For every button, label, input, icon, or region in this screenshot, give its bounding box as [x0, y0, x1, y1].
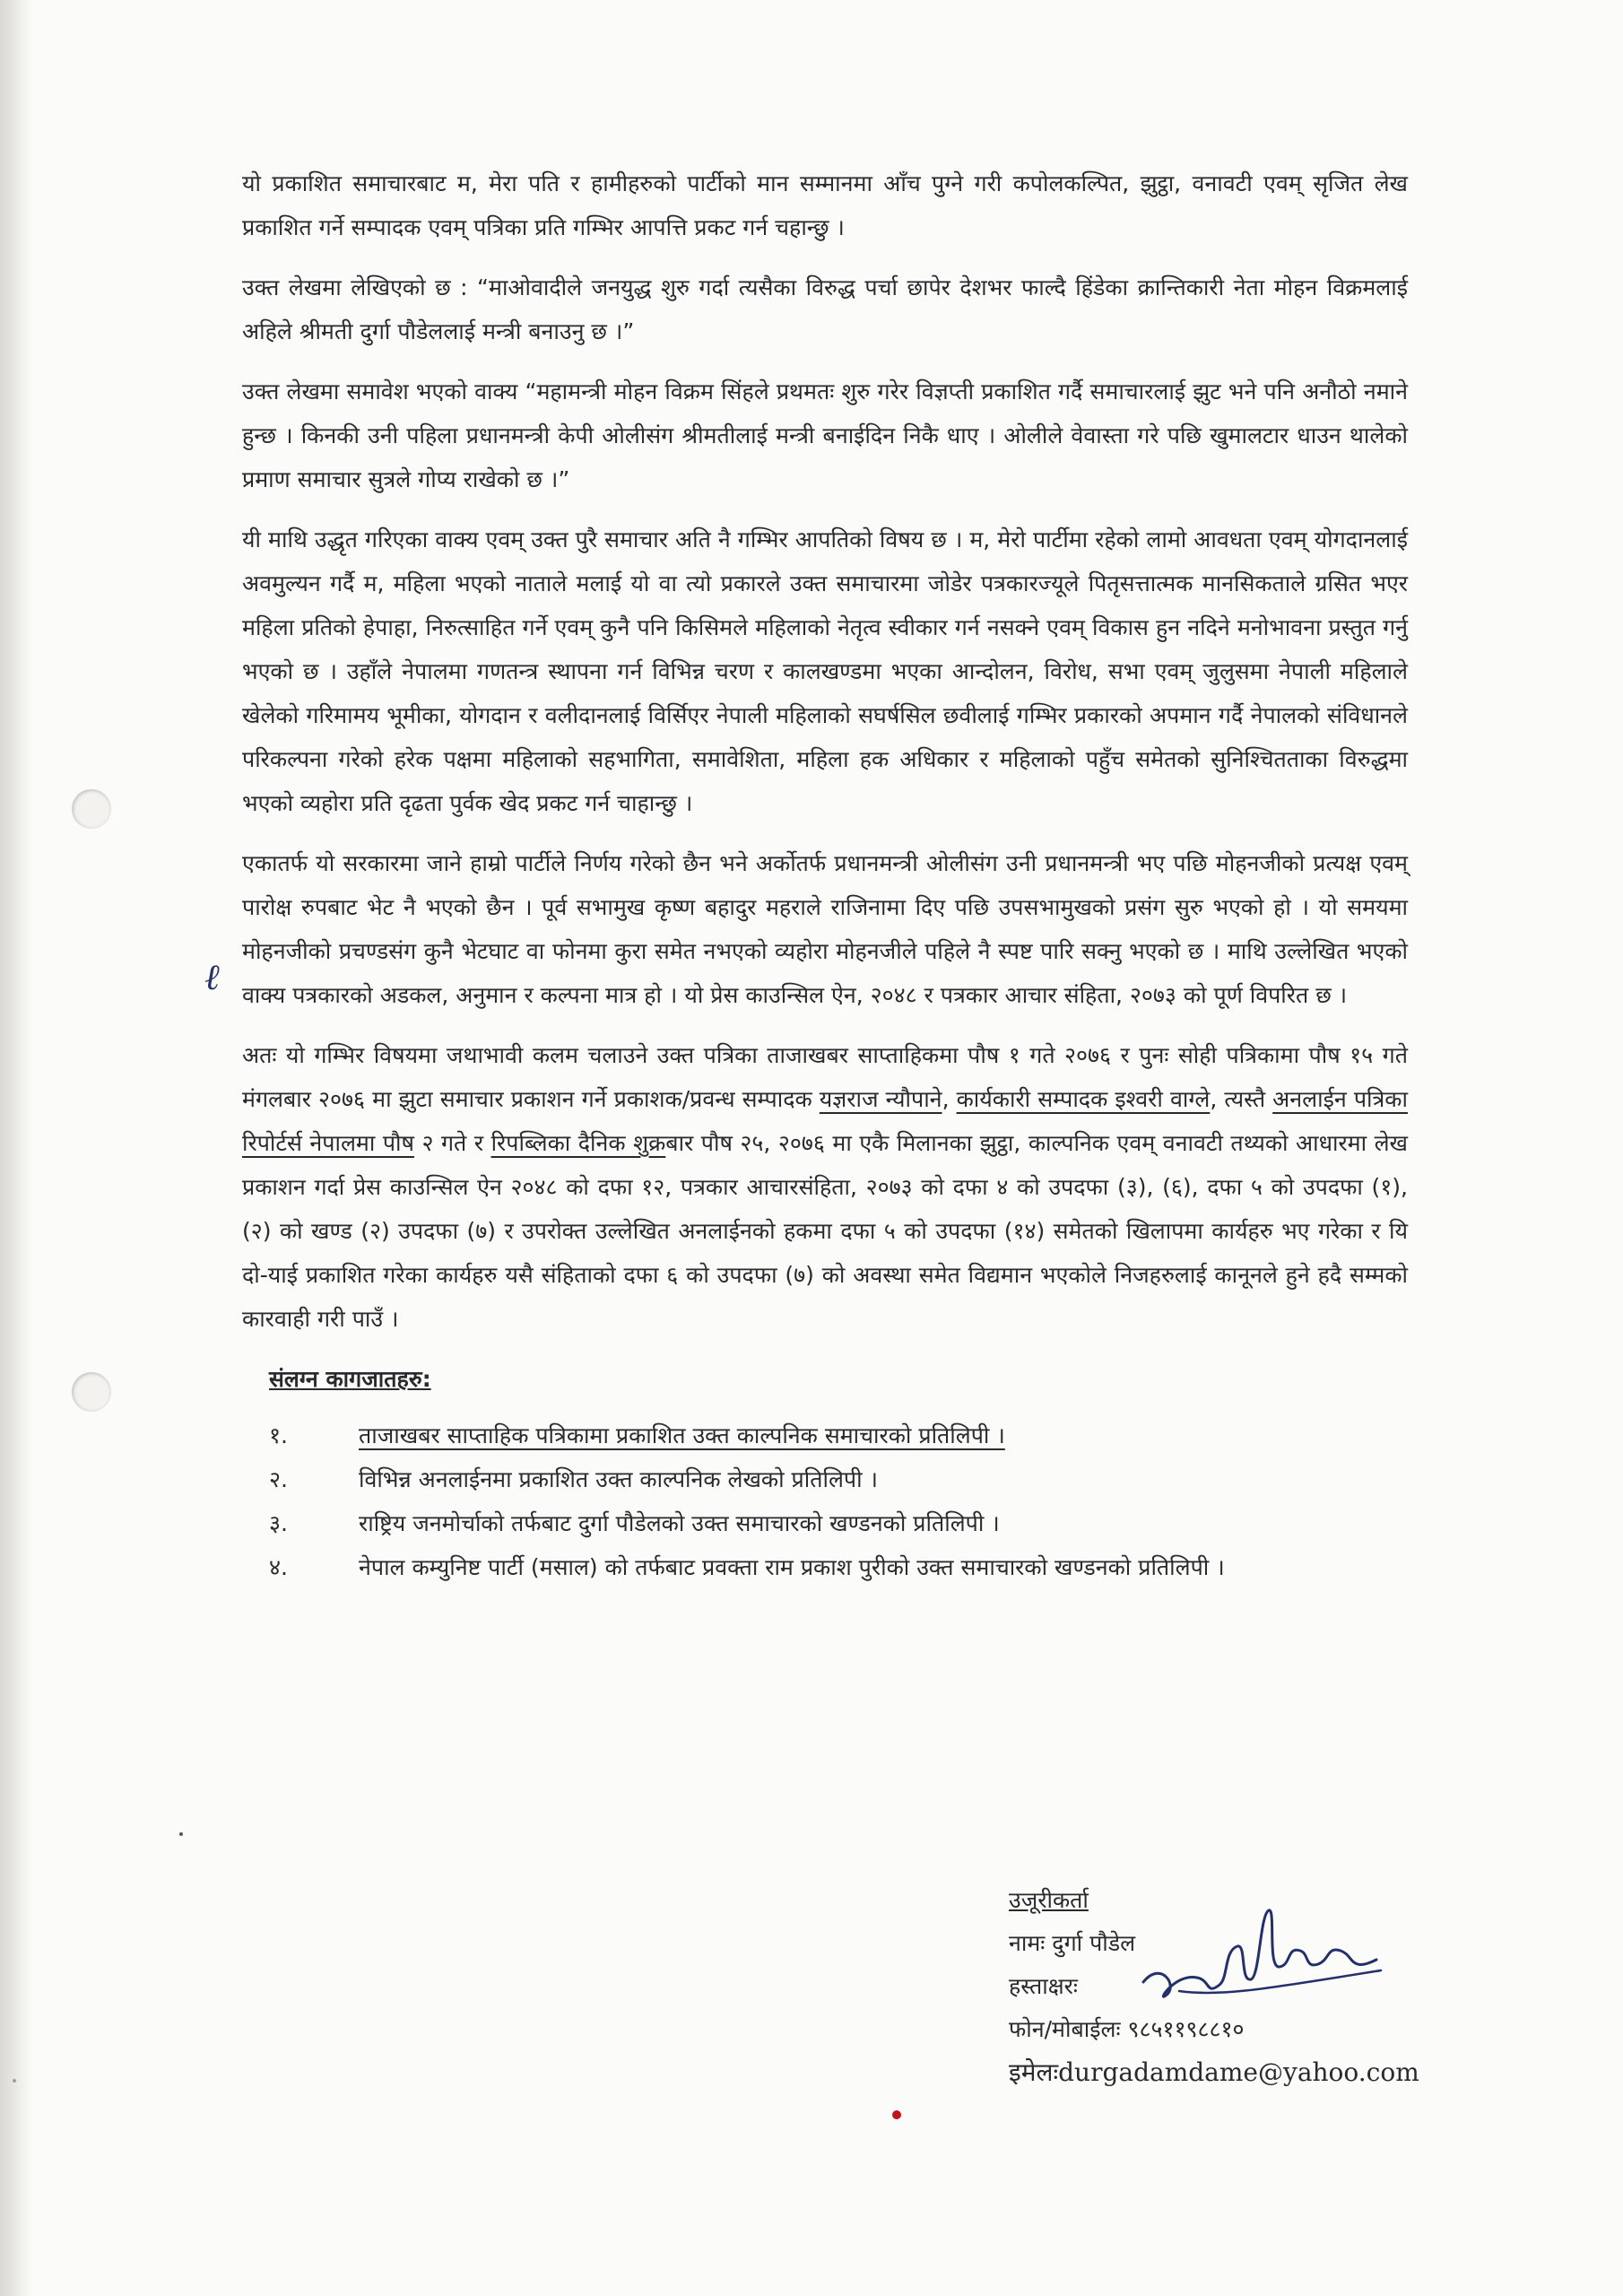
red-ink-dot — [892, 2110, 901, 2119]
underlined-name-3: अनलाईन पत्रिका रिपोर्टर्स नेपालमा पौष — [242, 1086, 1408, 1156]
complainant-phone: फोन/मोबाईलः ९८५११९८८१० — [1009, 2016, 1245, 2042]
attachment-item — [242, 1457, 1408, 1501]
underlined-name-4: रिपब्लिका दैनिक शुक्र — [490, 1130, 666, 1156]
paragraph-5: एकातर्फ यो सरकारमा जाने हाम्रो पार्टीले निर्णय गरेको छैन भने अर्कोतर्फ प्रधानमन्त्री ओलीसंग उनी प्रधानमन्त्री भए पछि मोहनजीको प्रत्यक्ष एवम् पारोक्ष रुपबाट भेट नै भएको छैन । पूर्व सभामुख कृष्ण बहादुर महराले राजिनामा दिए पछि उपसभामुखको प्रसंग सुरु भएको हो । यो समयमा मोहनजीको प्रचण्डसंग कुनै भेटघाट वा फोनमा कुरा समेत नभएको व्यहोरा मोहनजीले पहिले नै स्पष्ट पारि सक्नु भएको छ । माथि उल्लेखित भएको वाक्य पत्रकारको अडकल, अनुमान र कल्पना मात्र हो । यो प्रेस काउन्सिल ऐन, २०४८ र पत्रकार आचार संहिता, २०७३ को पूर्ण विपरित छ । — [242, 850, 1408, 1008]
request-text-3: , त्यस्तै — [1210, 1086, 1273, 1112]
ink-speck — [179, 1832, 183, 1836]
attachment-text: राष्ट्रिय जनमोर्चाको तर्फबाट दुर्गा पौडेलको उक्त समाचारको खण्डनको प्रतिलिपी । — [359, 1510, 1000, 1536]
paragraph-2: उक्त लेखमा लेखिएको छ : “माओवादीले जनयुद्ध शुरु गर्दा त्यसैका विरुद्ध पर्चा छापेर देशभर फाल्दै हिंडेका क्रान्तिकारी नेता मोहन विक्रमलाई अहिले श्रीमती दुर्गा पौडेललाई मन्त्री बनाउनु छ ।” — [242, 274, 1408, 344]
signature-label: हस्ताक्षरः — [1009, 1973, 1078, 1999]
request-text-2: , — [942, 1086, 957, 1112]
punch-hole-top — [72, 789, 111, 829]
handwritten-signature — [1125, 1897, 1394, 2022]
attachments-heading: संलग्न कागजातहरु: — [269, 1366, 431, 1392]
paragraph-1: यो प्रकाशित समाचारबाट म, मेरा पति र हामीहरुको पार्टीको मान सम्मानमा आँच पुग्ने गरी कपोलकल्पित, झुट्ठा, वनावटी एवम् सृजित लेख प्रकाशित गर्ने सम्पादक एवम् पत्रिका प्रति गम्भिर आपत्ति प्रकट गर्न चहान्छु । — [242, 170, 1408, 240]
ink-speck — [13, 2079, 16, 2083]
attachment-text: विभिन्न अनलाईनमा प्रकाशित उक्त काल्पनिक लेखको प्रतिलिपी । — [359, 1466, 879, 1492]
complainant-name: नामः दुर्गा पौडेल — [1009, 1930, 1136, 1956]
attachment-number: २. — [269, 1466, 288, 1492]
paragraph-6 — [242, 1033, 1408, 1341]
attachment-number: ३. — [269, 1510, 288, 1536]
request-text-4: २ गते र — [413, 1130, 491, 1156]
request-text-5: बार पौष २५, २०७६ मा एकै मिलानका झुट्ठा, काल्पनिक एवम् वनावटी तथ्यको आधारमा लेख प्रकाशन गर्दा प्रेस काउन्सिल ऐन २०४८ को दफा १२, पत्रकार आचारसंहिता, २०७३ को दफा ४ को उपदफा (३), (६), दफा ५ को उपदफा (१), (२) को खण्ड (२) उपदफा (७) र उपरोक्त उल्लेखित अनलाईनको हकमा दफा ५ को उपदफा (१४) समेतको खिलापमा कार्यहरु भए गरेका र यि दो-याई प्रकाशित गरेका कार्यहरु यसै संहिताको दफा ६ को उपदफा (७) को अवस्था समेत विद्यमान भएकोले निजहरुलाई कानूनले हुने हदै सम्मको कारवाही गरी पाउँ । — [242, 1130, 1408, 1332]
letter-body — [242, 161, 1408, 1589]
attachment-text: नेपाल कम्युनिष्ट पार्टी (मसाल) को तर्फबाट प्रवक्ता राम प्रकाश पुरीको उक्त समाचारको खण्डनको प्रतिलिपी । — [359, 1554, 1225, 1580]
punch-hole-bottom — [72, 1372, 111, 1412]
complainant-email: इमेलःdurgadamdame@yahoo.com — [1009, 2057, 1419, 2087]
attachment-text: ताजाखबर साप्ताहिक पत्रिकामा प्रकाशित उक्त काल्पनिक समाचारको प्रतिलिपी । — [359, 1422, 1005, 1448]
attachment-item — [242, 1545, 1408, 1589]
paragraph-4: यी माथि उद्धृत गरिएका वाक्य एवम् उक्त पुरै समाचार अति नै गम्भिर आपतिको विषय छ । म, मेरो पार्टीमा रहेको लामो आवधता एवम् योगदानलाई अवमुल्यन गर्दै म, महिला भएको नाताले मलाई यो वा त्यो प्रकारले उक्त समाचारमा जोडेर पत्रकारज्यूले पितृसत्तात्मक मानसिकताले ग्रसित भएर महिला प्रतिको हेपाहा, निरुत्साहित गर्ने एवम् कुनै पनि किसिमले महिलाको नेतृत्व स्वीकार गर्न नसक्ने एवम् विकास हुन नदिने मनोभावना प्रस्तुत गर्नु भएको छ । उहाँले नेपालमा गणतन्त्र स्थापना गर्न विभिन्न चरण र कालखण्डमा भएका आन्दोलन, विरोध, सभा एवम् जुलुसमा नेपाली महिलाले खेलेको गरिमामय भूमीका, योगदान र वलीदानलाई विर्सिएर नेपाली महिलाको सघर्षसिल छवीलाई गम्भिर प्रकारको अपमान गर्दै नेपालको संविधानले परिकल्पना गरेको हरेक पक्षमा महिलाको सहभागिता, समावेशिता, महिला हक अधिकार र महिलाको पहुँच समेतको सुनिश्चितताका विरुद्धमा भएको व्यहोरा प्रति दृढता पुर्वक खेद प्रकट गर्न चाहान्छु । — [242, 526, 1408, 816]
complainant-title: उजूरीकर्ता — [1009, 1887, 1089, 1913]
margin-pen-mark: ℓ — [204, 957, 220, 998]
underlined-name-1: यज्ञराज न्यौपाने — [819, 1086, 942, 1112]
attachment-number: १. — [269, 1422, 288, 1448]
paragraph-3: उक्त लेखमा समावेश भएको वाक्य “महामन्त्री मोहन विक्रम सिंहले प्रथमतः शुरु गरेर विज्ञप्ती प्रकाशित गर्दै समाचारलाई झुट भने पनि अनौठो नमाने हुन्छ । किनकी उनी पहिला प्रधानमन्त्री केपी ओलीसंग श्रीमतीलाई मन्त्री बनाईदिन निकै धाए । ओलीले वेवास्ता गरे पछि खुमालटार धाउन थालेको प्रमाण समाचार सुत्रले गोप्य राखेको छ ।” — [242, 378, 1408, 492]
request-text-1: अतः यो गम्भिर विषयमा जथाभावी कलम चलाउने उक्त पत्रिका ताजाखबर साप्ताहिकमा पौष १ गते २०७६ र पुनः सोही पत्रिकामा पौष १५ गते मंगलबार २०७६ मा झुटा समाचार प्रकाशन गर्ने प्रकाशक/प्रवन्ध सम्पादक — [242, 1042, 1408, 1112]
attachment-number: ४. — [269, 1554, 288, 1580]
attachment-item — [242, 1501, 1408, 1545]
underlined-name-2: कार्यकारी सम्पादक इश्वरी वाग्ले — [956, 1086, 1211, 1112]
attachment-item — [242, 1413, 1408, 1457]
